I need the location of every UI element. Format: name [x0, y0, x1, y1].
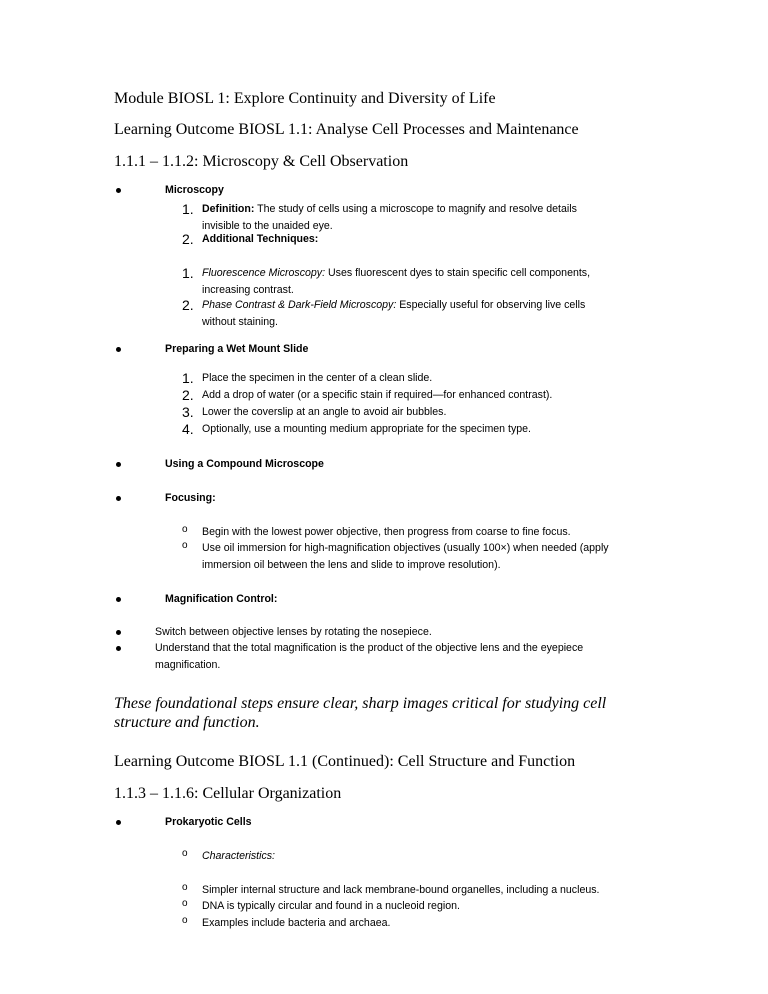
bullet-icon	[116, 630, 121, 635]
bullet-title: Preparing a Wet Mount Slide	[165, 343, 309, 355]
learning-outcome-heading: Learning Outcome BIOSL 1.1: Analyse Cell Processes and Maintenance	[114, 121, 579, 138]
bullet-icon	[116, 462, 121, 467]
list-item: Begin with the lowest power objective, then progress from coarse to fine focus.	[202, 526, 571, 538]
list-number: 1.	[182, 370, 194, 386]
list-item: Definition: The study of cells using a microscope to magnify and resolve details invisible to the unaided eye.	[202, 203, 577, 232]
circle-bullet-icon: o	[182, 898, 188, 909]
module-heading: Module BIOSL 1: Explore Continuity and Diversity of Life	[114, 90, 496, 107]
learning-outcome-heading: Learning Outcome BIOSL 1.1 (Continued): Cell Structure and Function	[114, 753, 576, 770]
circle-bullet-icon: o	[182, 540, 188, 551]
list-item: Examples include bacteria and archaea.	[202, 917, 391, 929]
list-number: 4.	[182, 421, 194, 437]
bullet-title: Magnification Control:	[165, 593, 278, 605]
section-heading: 1.1.3 – 1.1.6: Cellular Organization	[114, 785, 342, 802]
list-item: Add a drop of water (or a specific stain if required—for enhanced contrast).	[202, 389, 553, 401]
bullet-icon	[116, 188, 121, 193]
list-number: 1.	[182, 201, 194, 217]
bullet-title: Microscopy	[165, 184, 224, 196]
list-item: Understand that the total magnification is the product of the objective lens and the eyepiece magnification.	[155, 642, 584, 671]
list-item: Optionally, use a mounting medium appropriate for the specimen type.	[202, 423, 531, 435]
list-item: Simpler internal structure and lack membrane-bound organelles, including a nucleus.	[202, 884, 600, 896]
list-item: Characteristics:	[202, 850, 275, 862]
bullet-title: Prokaryotic Cells	[165, 816, 252, 828]
list-item: Switch between objective lenses by rotating the nosepiece.	[155, 626, 432, 638]
list-number: 3.	[182, 404, 194, 420]
bullet-icon	[116, 496, 121, 501]
bullet-icon	[116, 597, 121, 602]
list-number: 2.	[182, 387, 194, 403]
circle-bullet-icon: o	[182, 915, 188, 926]
section-heading: 1.1.1 – 1.1.2: Microscopy & Cell Observation	[114, 153, 409, 170]
list-item: Fluorescence Microscopy: Uses fluorescent dyes to stain specific cell components, increasing contrast.	[202, 267, 591, 296]
circle-bullet-icon: o	[182, 524, 188, 535]
list-number: 2.	[182, 297, 194, 313]
list-item: Place the specimen in the center of a clean slide.	[202, 372, 433, 384]
list-item: Additional Techniques:	[202, 233, 319, 245]
summary-text: These foundational steps ensure clear, sharp images critical for studying cell structure and function.	[114, 695, 607, 731]
bullet-title: Focusing:	[165, 492, 216, 504]
circle-bullet-icon: o	[182, 882, 188, 893]
list-item: Lower the coverslip at an angle to avoid air bubbles.	[202, 406, 447, 418]
list-number: 1.	[182, 265, 194, 281]
bullet-icon	[116, 820, 121, 825]
list-item: Phase Contrast & Dark-Field Microscopy: Especially useful for observing live cells without staining.	[202, 299, 586, 328]
bullet-icon	[116, 347, 121, 352]
list-item: DNA is typically circular and found in a nucleoid region.	[202, 900, 460, 912]
bullet-title: Using a Compound Microscope	[165, 458, 324, 470]
list-number: 2.	[182, 231, 194, 247]
bullet-icon	[116, 646, 121, 651]
circle-bullet-icon: o	[182, 848, 188, 859]
list-item: Use oil immersion for high-magnification objectives (usually 100×) when needed (apply immersion oil between the lens and slide to improve resolution).	[202, 542, 609, 571]
